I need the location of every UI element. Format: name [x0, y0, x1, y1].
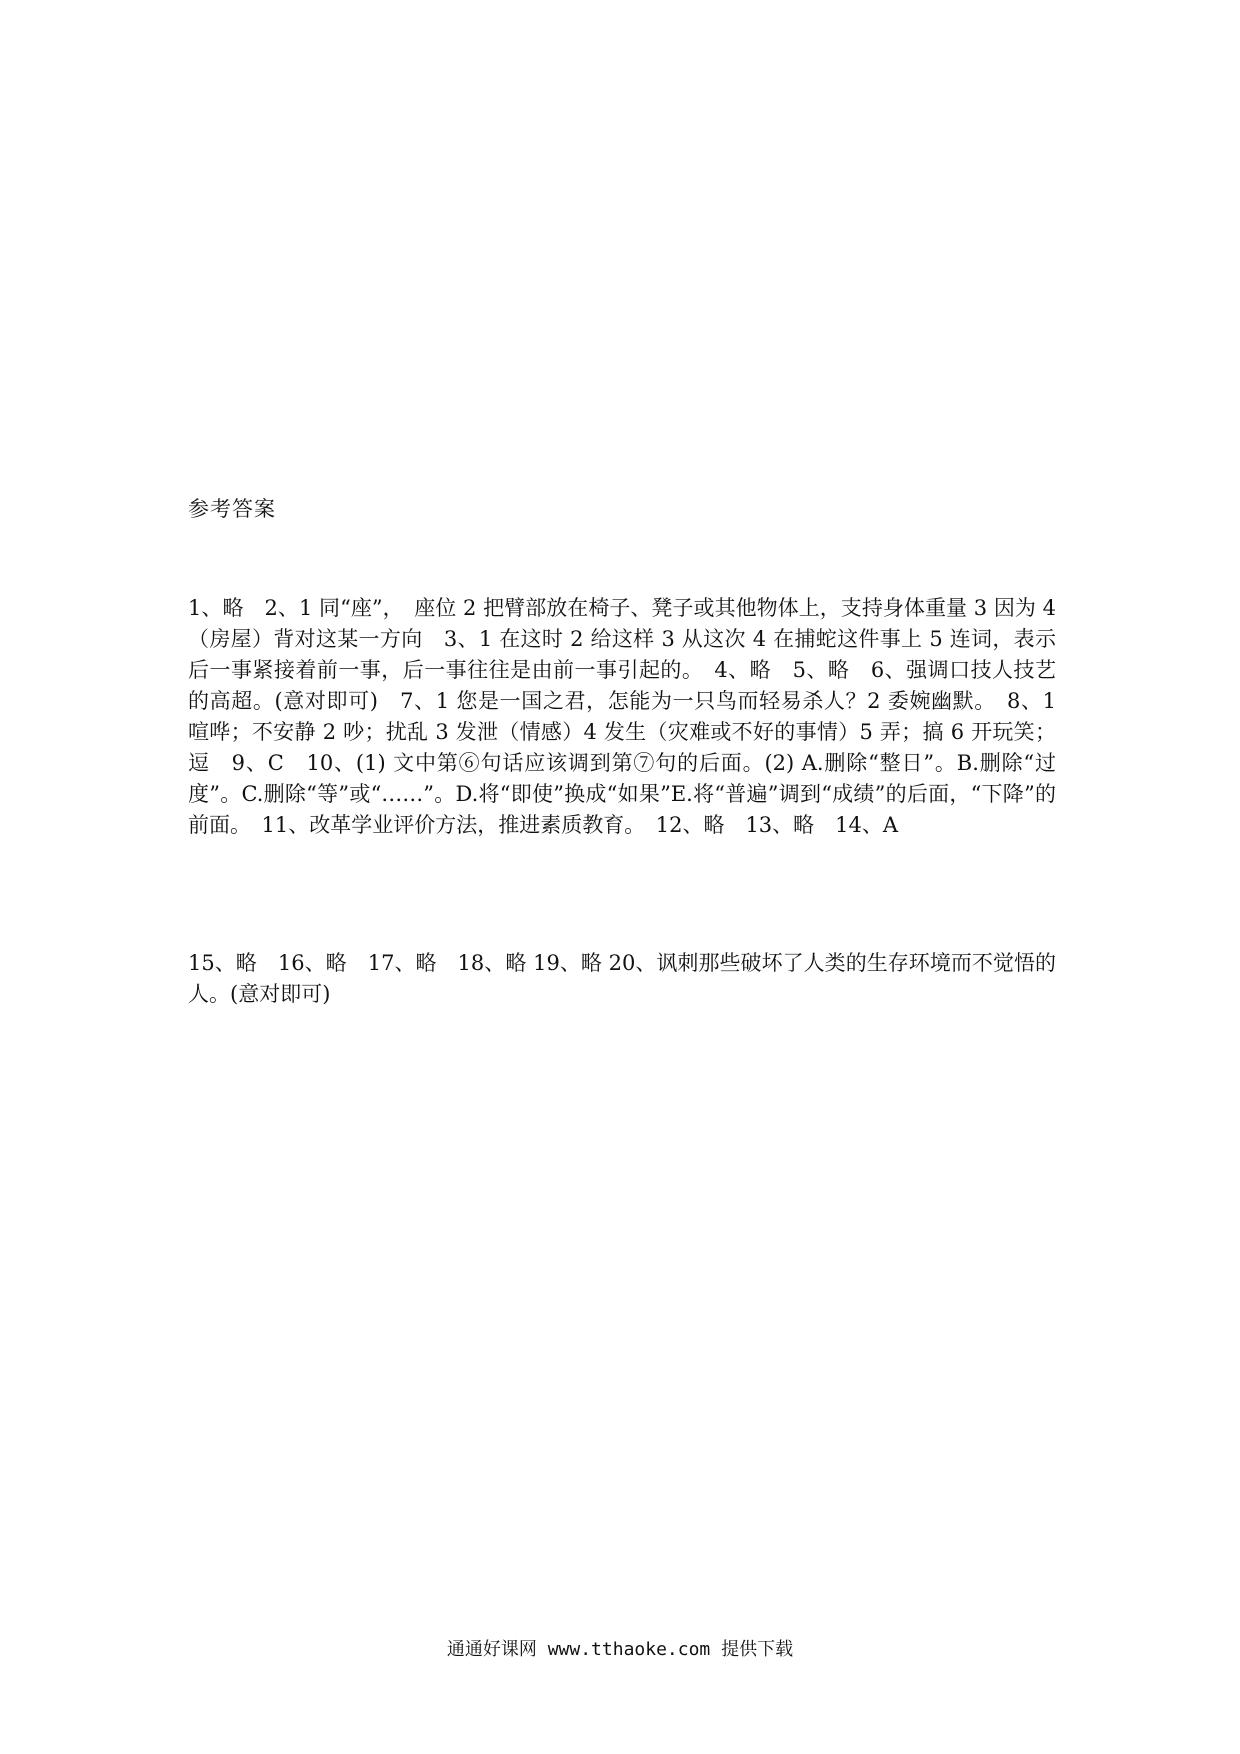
page-footer: 通通好课网 www.tthaoke.com 提供下载 — [446, 1639, 794, 1660]
answer-paragraph-2: 15、略 16、略 17、略 18、略 19、略 20、讽刺那些破坏了人类的生存环境而不觉悟的人。(意对即可) — [188, 951, 1056, 1006]
answer-paragraph-1: 1、略 2、1 同“座”， 座位 2 把臂部放在椅子、凳子或其他物体上，支持身体重量 3 因为 4（房屋）背对这某一方向 3、1 在这时 2 给这样 3 从这次 4 在捕蛇这件事上 5 连词，表示后一事紧接着前一事，后一事往往是由前一事引起的。 4、略 5、略 6、强调口技人技艺的高超。(意对即可) 7、1 您是一国之君，怎能为一只鸟而轻易杀人？2 委婉幽默。 8、1 喧哗；不安静 2 吵；扰乱 3 发泄（情感）4 发生（灾难或不好的事情）5 弄；搞 6 开玩笑；逗 9、C 10、(1) 文中第⑥句话应该调到第⑦句的后面。(2) A.删除“整日”。B.删除“过度”。C.删除“等”或“……”。D.将“即使”换成“如果”E.将“普遍”调到“成绩”的后面，“下降”的前面。 11、改革学业评价方法，推进素质教育。 12、略 13、略 14、A — [188, 596, 1056, 837]
page-heading: 参考答案 — [188, 497, 276, 521]
